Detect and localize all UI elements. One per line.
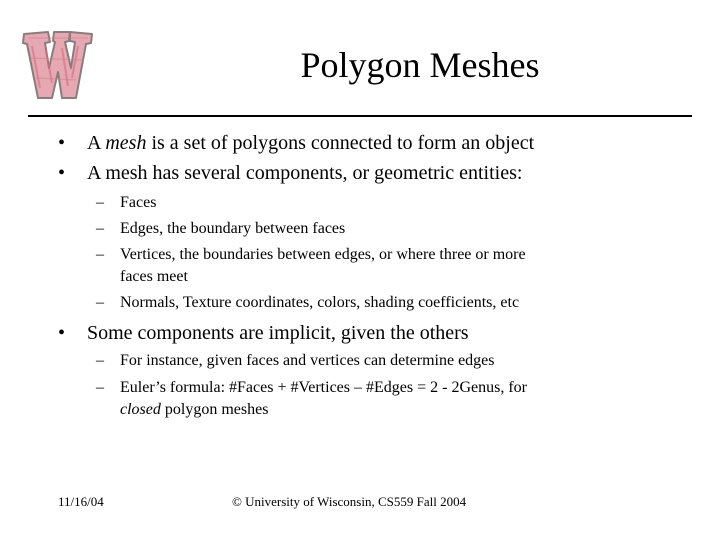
dash-marker: – [96, 294, 104, 311]
dash-marker: – [96, 379, 104, 396]
subbullet-text: Normals, Texture coordinates, colors, shading coefficients, etc [120, 294, 520, 311]
bullet-text: A mesh has several components, or geometric entities: [87, 162, 523, 184]
bullet-marker: • [58, 162, 66, 184]
subbullet-text: For instance, given faces and vertices can determine edges [120, 352, 495, 369]
subbullet-text: Euler’s formula: #Faces + #Vertices – #Edges = 2 - 2Genus, for [120, 379, 527, 396]
bullet-marker: • [58, 132, 66, 154]
subbullet-text: Vertices, the boundaries between edges, or where three or more [120, 246, 526, 263]
dash-marker: – [96, 246, 104, 263]
subbullet-text: Edges, the boundary between faces [120, 220, 346, 237]
dash-marker: – [96, 220, 104, 237]
dash-marker: – [96, 352, 104, 369]
dash-marker: – [96, 194, 104, 211]
bullet-text: A mesh is a set of polygons connected to form an object [87, 132, 535, 154]
footer-copyright: © University of Wisconsin, CS559 Fall 2004 [232, 494, 467, 509]
slide-title: Polygon Meshes [300, 45, 540, 85]
subbullet-text: Faces [120, 194, 157, 211]
bullet-marker: • [58, 322, 66, 344]
footer-date: 11/16/04 [58, 494, 104, 509]
subbullet-continuation: closed polygon meshes [120, 401, 269, 418]
bullet-text: Some components are implicit, given the others [87, 322, 469, 344]
subbullet-continuation: faces meet [120, 268, 188, 285]
